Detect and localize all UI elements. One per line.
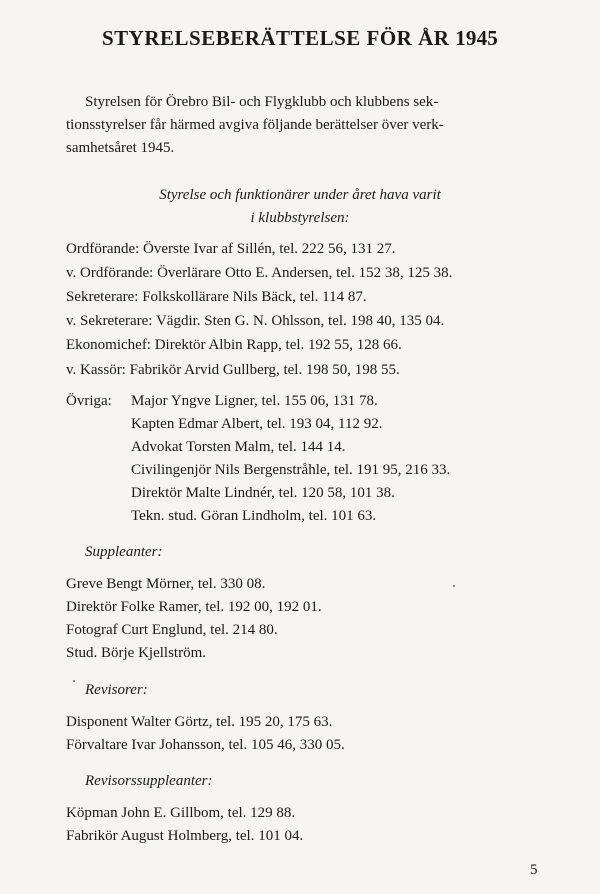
board-entry: Sekreterare: Folkskollärare Nils Bäck, tel. 114 87. <box>66 289 367 305</box>
revisor-entry: Förvaltare Ivar Johansson, tel. 105 46, 330 05. <box>66 737 345 753</box>
ovriga-label: Övriga: <box>66 393 112 409</box>
intro-line: tionsstyrelser får härmed avgiva följande berättelser över verk- <box>66 117 444 133</box>
board-entry: v. Sekreterare: Vägdir. Sten G. N. Ohlsson, tel. 198 40, 135 04. <box>66 313 445 329</box>
board-heading-line1: Styrelse och funktionärer under året hava varit <box>159 187 441 203</box>
page-number: 5 <box>530 862 538 878</box>
ovriga-entry: Kapten Edmar Albert, tel. 193 04, 112 92. <box>131 416 383 432</box>
title-main: STYRELSEBERÄTTELSE FÖR ÅR <box>102 26 450 50</box>
board-entry: Ekonomichef: Direktör Albin Rapp, tel. 192 55, 128 66. <box>66 337 402 353</box>
revisorssuppleant-entry: Köpman John E. Gillbom, tel. 129 88. <box>66 805 296 821</box>
intro-line: Styrelsen för Örebro Bil- och Flygklubb och klubbens sek- <box>85 94 439 110</box>
suppleant-entry: Greve Bengt Mörner, tel. 330 08. <box>66 576 266 592</box>
board-entry: v. Ordförande: Överlärare Otto E. Andersen, tel. 152 38, 125 38. <box>66 265 453 281</box>
ovriga-entry: Major Yngve Ligner, tel. 155 06, 131 78. <box>131 393 378 409</box>
page-title <box>0 26 600 51</box>
ovriga-entry: Advokat Torsten Malm, tel. 144 14. <box>131 439 346 455</box>
suppleant-entry: Fotograf Curt Englund, tel. 214 80. <box>66 622 278 638</box>
revisorer-heading: Revisorer: <box>85 682 148 698</box>
suppleant-entry: Direktör Folke Ramer, tel. 192 00, 192 01. <box>66 599 322 615</box>
intro-paragraph <box>66 91 540 160</box>
revisor-entry: Disponent Walter Görtz, tel. 195 20, 175 63. <box>66 714 333 730</box>
ovriga-entry: Civilingenjör Nils Bergenstråhle, tel. 191 95, 216 33. <box>131 462 451 478</box>
ovriga-entry: Tekn. stud. Göran Lindholm, tel. 101 63. <box>131 508 377 524</box>
board-entry: v. Kassör: Fabrikör Arvid Gullberg, tel. 198 50, 198 55. <box>66 362 400 378</box>
revisorssuppleanter-heading: Revisorssuppleanter: <box>85 773 213 789</box>
board-entry: Ordförande: Överste Ivar af Sillén, tel. 222 56, 131 27. <box>66 241 396 257</box>
suppleant-entry: Stud. Börje Kjellström. <box>66 645 206 661</box>
paper-speck <box>453 585 455 587</box>
revisorssuppleant-entry: Fabrikör August Holmberg, tel. 101 04. <box>66 828 304 844</box>
suppleanter-heading: Suppleanter: <box>85 544 163 560</box>
ovriga-entry: Direktör Malte Lindnér, tel. 120 58, 101 38. <box>131 485 395 501</box>
intro-line: samhetsåret 1945. <box>66 140 175 156</box>
board-heading-line2: i klubbstyrelsen: <box>250 210 350 226</box>
title-year: 1945 <box>455 26 498 50</box>
paper-speck <box>73 680 75 682</box>
